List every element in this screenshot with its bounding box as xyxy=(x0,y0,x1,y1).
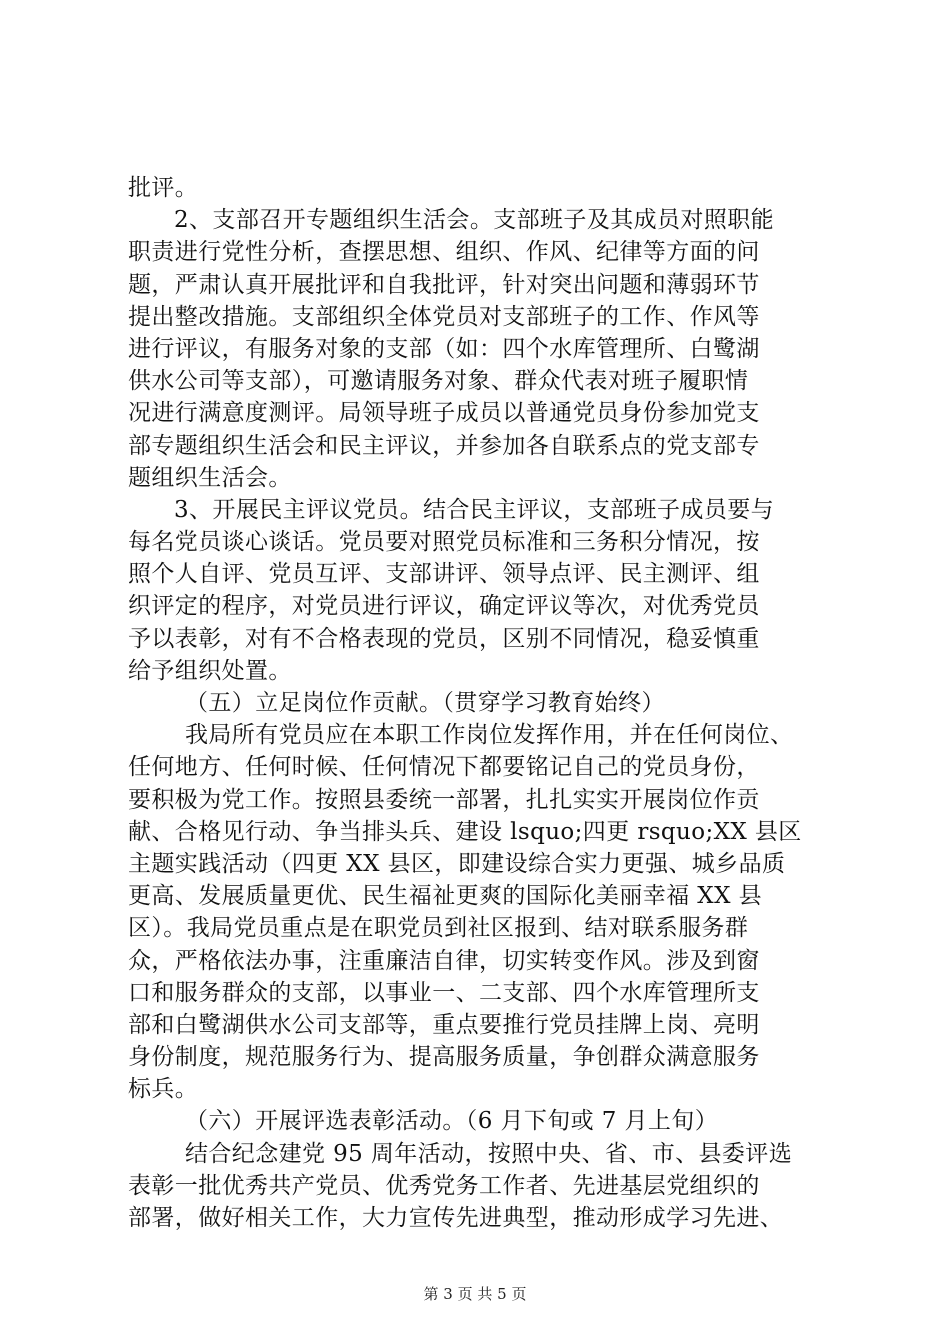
text-line: 主题实践活动（四更 XX 县区，即建设综合实力更强、城乡品质 xyxy=(128,850,786,877)
text-line: 我局所有党员应在本职工作岗位发挥作用，并在任何岗位、 xyxy=(185,722,794,749)
section-heading: （六）开展评选表彰活动。（6 月下旬或 7 月上旬） xyxy=(185,1108,719,1135)
text-line: 批评。 xyxy=(128,175,199,201)
page-footer xyxy=(0,1283,950,1304)
text-line: 题组织生活会。 xyxy=(128,464,292,491)
text-line: 口和服务群众的支部，以事业一、二支部、四个水库管理所支 xyxy=(128,979,760,1006)
section-heading: （五）立足岗位作贡献。（贯穿学习教育始终） xyxy=(185,690,665,716)
page-number: 第 3 页 共 5 页 xyxy=(423,1285,527,1303)
document-body xyxy=(128,172,828,1234)
text-line: 2、支部召开专题组织生活会。支部班子及其成员对照职能 xyxy=(174,207,775,234)
text-line: 区）。我局党员重点是在职党员到社区报到、结对联系服务群 xyxy=(128,915,749,942)
text-line: 给予组织处置。 xyxy=(128,657,292,684)
text-line: 献、合格见行动、争当排头兵、建设 lsquo;四更 rsquo;XX 县区 xyxy=(128,818,802,845)
text-line: 每名党员谈心谈话。党员要对照党员标准和三务积分情况，按 xyxy=(128,529,760,556)
text-line: 3、开展民主评议党员。结合民主评议，支部班子成员要与 xyxy=(174,496,775,523)
text-line: 结合纪念建党 95 周年活动，按照中央、省、市、县委评选 xyxy=(185,1140,793,1167)
text-line: 更高、发展质量更优、民生福祉更爽的国际化美丽幸福 XX 县 xyxy=(128,883,762,910)
text-line: 标兵。 xyxy=(128,1076,199,1103)
text-line: 要积极为党工作。按照县委统一部署，扎扎实实开展岗位作贡 xyxy=(128,786,760,813)
text-line: 照个人自评、党员互评、支部讲评、领导点评、民主测评、组 xyxy=(128,561,760,588)
text-line: 职责进行党性分析，查摆思想、组织、作风、纪律等方面的问 xyxy=(128,239,760,266)
text-line: 织评定的程序，对党员进行评议，确定评议等次，对优秀党员 xyxy=(128,593,760,620)
text-line: 予以表彰，对有不合格表现的党员，区别不同情况，稳妥慎重 xyxy=(128,625,760,652)
text-line: 部专题组织生活会和民主评议，并参加各自联系点的党支部专 xyxy=(128,432,760,459)
text-line: 身份制度，规范服务行为、提高服务质量，争创群众满意服务 xyxy=(128,1044,760,1071)
text-line: 供水公司等支部），可邀请服务对象、群众代表对班子履职情 xyxy=(128,368,749,395)
text-line: 任何地方、任何时候、任何情况下都要铭记自己的党员身份， xyxy=(128,754,760,781)
text-line: 部和白鹭湖供水公司支部等，重点要推行党员挂牌上岗、亮明 xyxy=(128,1011,760,1038)
text-line: 题，严肃认真开展批评和自我批评，针对突出问题和薄弱环节 xyxy=(128,271,760,298)
text-line: 提出整改措施。支部组织全体党员对支部班子的工作、作风等 xyxy=(128,303,760,330)
text-line: 进行评议，有服务对象的支部（如：四个水库管理所、白鹭湖 xyxy=(128,335,760,362)
text-line: 部署，做好相关工作，大力宣传先进典型，推动形成学习先进、 xyxy=(128,1205,784,1231)
text-line: 况进行满意度测评。局领导班子成员以普通党员身份参加党支 xyxy=(128,400,760,427)
text-line: 众，严格依法办事，注重廉洁自律，切实转变作风。涉及到窗 xyxy=(128,947,760,974)
text-line: 表彰一批优秀共产党员、优秀党务工作者、先进基层党组织的 xyxy=(128,1172,760,1199)
